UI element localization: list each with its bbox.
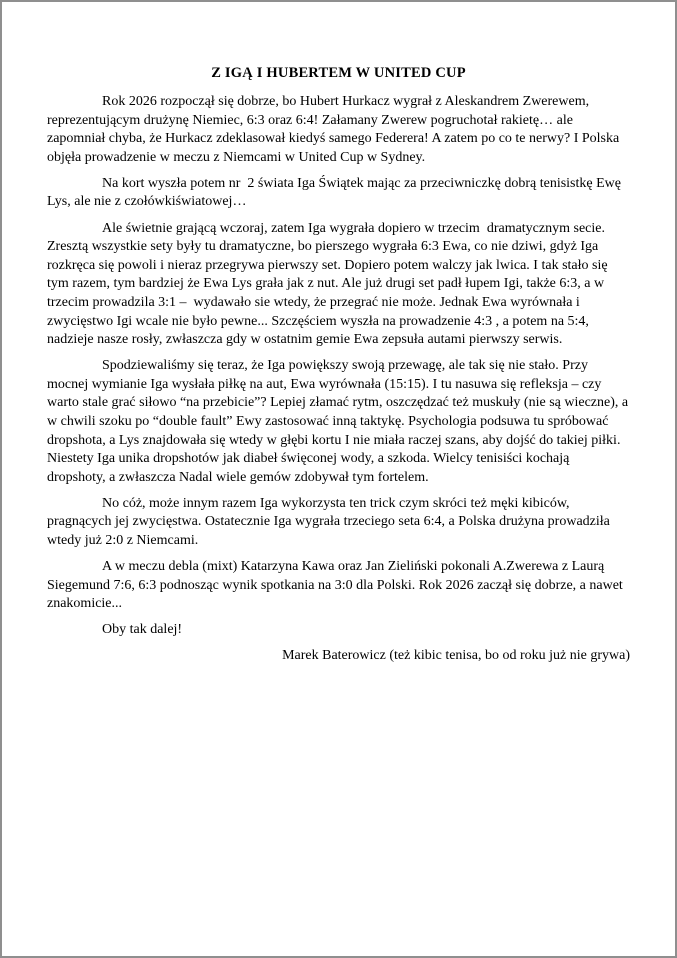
paragraph-hurkacz-win: Rok 2026 rozpoczął się dobrze, bo Hubert Hurkacz wygrał z Aleskandrem Zwerewem, reprezentującym drużynę Niemiec, 6:3 oraz 6:4! Załamany Zwerew pogruchotał rakietę… ale zapomniał chyba, że Hurkacz zdeklasował kiedyś samego Federera! A zatem po co te nerwy? I Polska objęła prowadzenie w meczu z Niemcami w United Cup w Sydney. [47,94,623,165]
paragraph-mixed-doubles: A w meczu debla (mixt) Katarzyna Kawa oraz Jan Zieliński pokonali A.Zwerewa z Laurą Siegemund 7:6, 6:3 podnosząc wynik spotkania na 3:0 dla Polski. Rok 2026 zaczął się dobrze, a nawet znakomicie... [47,559,627,612]
document-title: Z IGĄ I HUBERTEM W UNITED CUP [211,65,466,81]
document-content [2,2,675,666]
closing-line: Oby tak dalej! [102,622,183,638]
paragraph-final-set: No cóż, może innym razem Iga wykorzysta ten trick czym skróci też męki kibiców, pragnących jej zwycięstwa. Ostatecznie Iga wygrała trzeciego seta 6:4, a Polska drużyna prowadziła wtedy już 2:0 z Niemcami. [47,495,614,549]
signature-line: Marek Baterowicz (też kibic tenisa, bo od roku już nie grywa) [282,648,630,664]
paragraph-dropshot-reflection: Spodziewaliśmy się teraz, że Iga powiększy swoją przewagę, ale tak się nie stało. Przy mocnej wymianie Iga wysłała piłkę na aut, Ewa wyrównała (15:15). I tu nasuwa się refleksja – czy warto stale grać siłowo “na przebicie”? Lepiej złamać rytm, oszczędzać też muskuły (nie są wieczne), a w chwili szoku po “double fault” Ewy zastosować inną taktykę. Psychologia podsuwa tu spróbować dropshota, a Lys znajdowała się wtedy w głębi kortu I nie miała raczej szans, aby dojść do takiej piłki. Niestety Iga unika dropshotów jak diabeł święconej wody, a szkoda. Wielcy tenisiści kochają dropshoty, a zwłaszcza Nadal wiele gemów zdobywał tym fortelem. [47,358,632,485]
paragraph-match-sets: Ale świetnie grającą wczoraj, zatem Iga wygrała dopiero w trzecim dramatycznym secie. Zresztą wszystkie sety były tu dramatyczne, bo pierszego wygrała 6:3 Ewa, co nie dziwi, gdyż Iga rozkręca się powoli i nieraz przegrywa pierwszy set. Dopiero potem walczy jak lwica. I tak stało się tym razem, tym bardziej że Ewa Lys grała jak z nut. Ale już drugi set padł łupem Igi, także 6:3, a w trzecim prowadzila 3:1 – wydawało sie wtedy, że przegrać nie może. Jednak Ewa wyrównała i zwycięstwo Igi wcale nie było pewne... Szczęściem wyszła na prowadzenie 4:3 , a potem na 5:4, nadzieje nasze rosły, zwłaszcza gdy w ostatnim gemie Ewa zepsuła autami pierwszy serwis. [47,220,612,348]
paragraph-iga-opponent: Na kort wyszła potem nr 2 świata Iga Świątek mając za przeciwniczkę dobrą tenisistkę Ewę Lys, ale nie z czołówkiświatowej… [47,175,625,210]
